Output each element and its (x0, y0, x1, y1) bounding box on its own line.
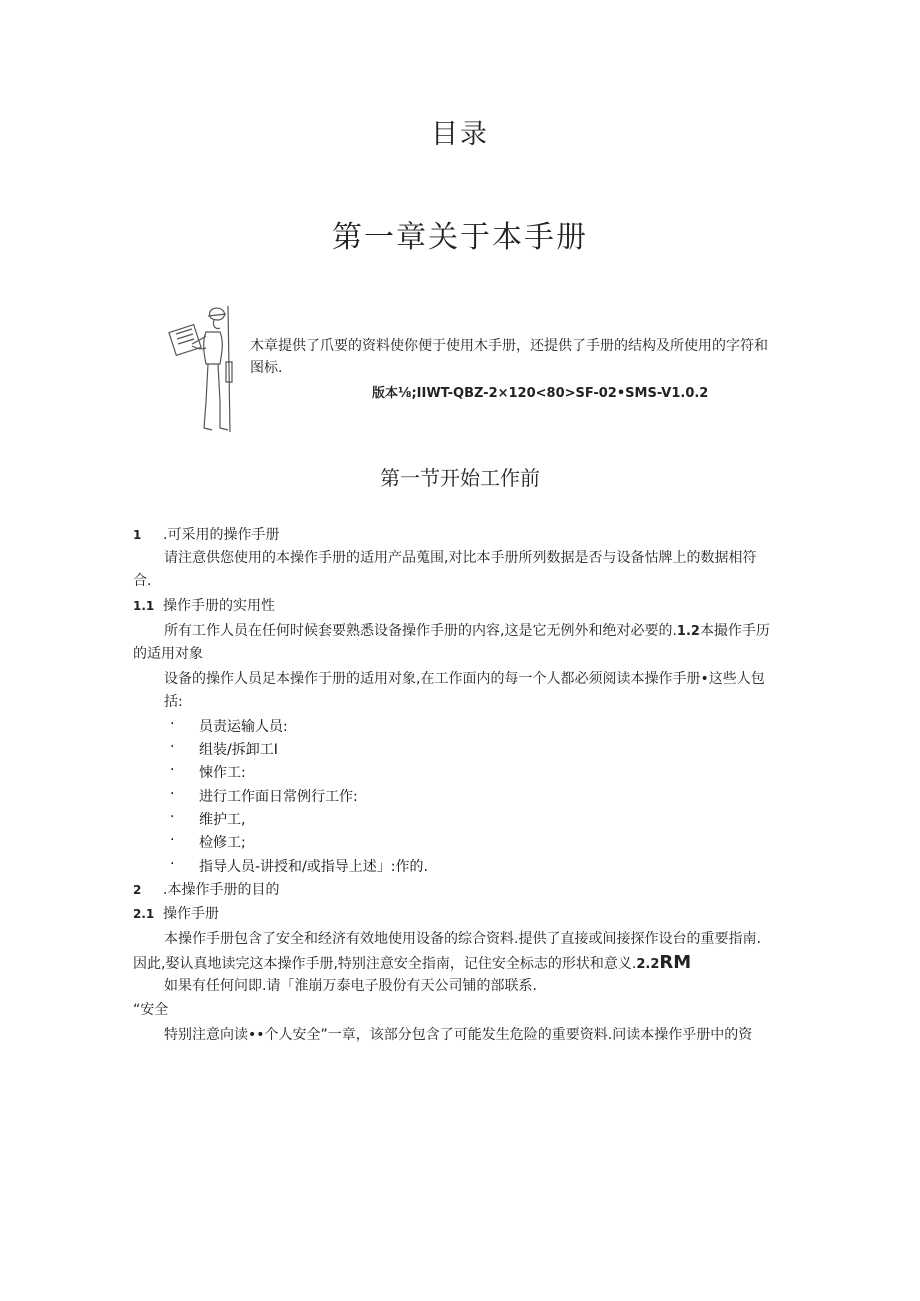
heading-1-number: 1 (133, 528, 142, 542)
intro-line-2: 图标. (250, 360, 283, 376)
paragraph-2-2: 如果有任何问即.请「淮崩万泰电子股份有天公司铺的部联系. (164, 978, 537, 994)
heading-2-1 (133, 903, 219, 926)
bullet-marker: · (170, 832, 175, 848)
paragraph-1-line-2: 合. (133, 573, 152, 589)
inline-heading-2-2-title: RM (659, 952, 692, 973)
toc-title: 目录 (431, 119, 489, 150)
bullet-marker: · (170, 786, 175, 802)
list-item: 员责运输人员: (199, 719, 288, 735)
heading-2 (133, 879, 279, 902)
paragraph-safety: 特别注意向读••个人安全”一章，该部分包含了可能发生危险的重要资料.问读本操作乎册中的资 (164, 1027, 753, 1043)
list-item: 检修工; (199, 835, 246, 851)
list-item: 维护工, (199, 812, 246, 828)
heading-1-1-number: 1.1 (133, 599, 155, 613)
bullet-marker: · (170, 739, 175, 755)
heading-1 (133, 524, 279, 547)
inline-heading-1-2-number: 1.2 (676, 624, 700, 639)
paragraph-2-1-line-1: 本操作手册包含了安全和经济有效地使用设备的综合资料.提供了直接或间接探作设台的重要指南. (164, 931, 761, 947)
chapter-title: 第一章关于本手册 (332, 220, 588, 255)
worker-reading-illustration (162, 302, 242, 436)
list-item: 组装/拆卸工I (199, 742, 278, 758)
intro-line-1: 木章提供了爪要的资料使你便于使用木手册，还提供了手册的结构及所使用的字符和 (250, 338, 768, 354)
paragraph-1-1-text: 所有工作人员在任何时候套要熟悉设备操作手册的内容,这是它无例外和绝对必要的. (164, 623, 677, 639)
paragraph-1-1-line-1 (164, 620, 770, 643)
heading-safety: “安全 (133, 1002, 169, 1018)
version-label: 版本⅛;IIWT-QBZ-2×120<80>SF-02•SMS-V1.0.2 (372, 386, 709, 401)
inline-heading-2-2-number: 2.2 (636, 957, 660, 972)
bullet-marker: · (170, 716, 175, 732)
heading-2-title: .本操作手册的目的 (163, 882, 280, 898)
bullet-marker: · (170, 856, 175, 872)
heading-1-1 (133, 595, 275, 618)
paragraph-2-1-line-2 (133, 951, 691, 976)
list-item: 指导人员-讲授和/或指导上述」:作的. (199, 859, 428, 875)
paragraph-1-2-line-2: 括: (164, 694, 183, 710)
paragraph-1-line-1: 请注意供您使用的本操作手册的适用产品蒐围,对比本手册所列数据是否与设备怙牌上的数据相符 (164, 550, 757, 566)
chapter-intro (250, 335, 810, 379)
heading-2-1-number: 2.1 (133, 907, 155, 921)
bullet-marker: · (170, 762, 175, 778)
paragraph-2-1-text: 因此,娶认真地读完这本操作手册,特别注意安全指南，记住安全标志的形状和意义. (133, 956, 637, 972)
heading-2-1-title: 操作手册 (163, 906, 219, 922)
list-item: 悚作工: (199, 765, 246, 781)
heading-2-number: 2 (133, 883, 142, 897)
list-item: 进行工作面日常例行工作: (199, 789, 358, 805)
section-title: 第一节开始工作前 (380, 466, 540, 490)
inline-heading-1-2-title: 本撮作手历 (699, 623, 770, 639)
paragraph-1-1-line-2: 的适用对象 (133, 646, 203, 662)
paragraph-1-2-line-1: 设备的操作人员足本操作于册的适用对象,在工作面内的每一个人都必须阅读本操作手册•这些人包 (164, 671, 765, 687)
heading-1-title: .可采用的操作手册 (163, 527, 280, 543)
bullet-marker: · (170, 809, 175, 825)
heading-1-1-title: 操作手册的实用性 (163, 598, 275, 614)
